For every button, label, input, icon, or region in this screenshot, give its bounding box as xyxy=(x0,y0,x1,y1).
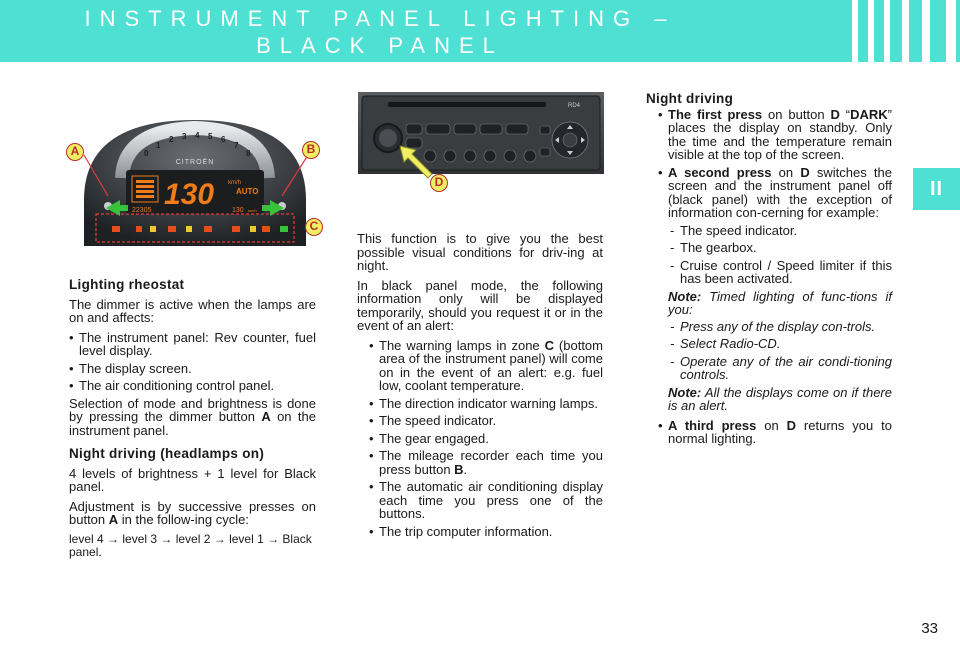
list-item: • The gear engaged. xyxy=(369,432,603,446)
svg-text:7: 7 xyxy=(234,141,239,150)
header-stripes xyxy=(850,0,960,62)
exception-list xyxy=(668,224,892,286)
list-item: • The display screen. xyxy=(69,362,316,376)
brand-logo: CITROËN xyxy=(175,159,215,166)
svg-text:6: 6 xyxy=(221,135,226,144)
list-item: • The warning lamps in zone C (bottom area of the instrument panel) will come on in the event of an alert: e.g. fuel low, coolant temperature. xyxy=(369,339,603,393)
lcd-speed-unit: km/h xyxy=(228,180,242,186)
list-item: • The first press on button D “DARK” places the display on standby. Only the time and the temperature remain visible at the top of the screen. xyxy=(658,108,892,162)
list-item: • The automatic air conditioning display each time you press one of the buttons. xyxy=(369,480,603,521)
black-panel-intro: In black panel mode, the following information only will be displayed temporarily, should you request it or in the event of an alert: xyxy=(357,277,603,333)
callout-d: D xyxy=(430,174,448,192)
note-timed-lighting: Note: Timed lighting of func-tions if you: xyxy=(668,288,892,317)
svg-text:5: 5 xyxy=(208,132,213,141)
column-left xyxy=(69,278,316,566)
list-item: • A third press on D returns you to normal lighting. xyxy=(658,419,892,446)
list-item: - The speed indicator. xyxy=(670,224,892,238)
level-cycle: level 4 → level 3 → level 2 → level 1 → Black panel. xyxy=(69,531,312,559)
svg-text:0: 0 xyxy=(144,149,149,158)
list-item: - Cruise control / Speed limiter if this has been activated. xyxy=(670,259,892,286)
brightness-levels: 4 levels of brightness + 1 level for Black panel. xyxy=(69,465,316,494)
list-item: • The direction indicator warning lamps. xyxy=(369,397,603,411)
rheostat-intro: The dimmer is active when the lamps are on and affects: xyxy=(69,296,316,325)
lcd-mode: AUTO xyxy=(236,187,259,196)
svg-text:4: 4 xyxy=(195,131,200,140)
selection-paragraph: Selection of mode and brightness is done by pressing the dimmer button A on the instrument panel. xyxy=(69,395,316,438)
list-item: - Operate any of the air condi-tioning controls. xyxy=(670,355,892,382)
heading-night-driving-headlamps: Night driving (headlamps on) xyxy=(69,446,265,461)
callout-b: B xyxy=(302,141,320,159)
column-right xyxy=(646,92,892,450)
section-tab: II xyxy=(913,168,960,210)
page-number: 33 xyxy=(921,620,938,637)
black-panel-list xyxy=(357,339,603,539)
rheostat-list xyxy=(69,331,316,393)
night-driving-list xyxy=(646,108,892,446)
adjustment-paragraph: Adjustment is by successive presses on button A in the follow-ing cycle: xyxy=(69,498,316,527)
note-alert: Note: All the displays come on if there is an alert. xyxy=(668,384,892,413)
list-item: • The instrument panel: Rev counter, fuel level display. xyxy=(69,331,316,358)
page-title-line1: INSTRUMENT PANEL LIGHTING – xyxy=(84,6,676,31)
svg-text:3: 3 xyxy=(182,132,187,141)
list-item: - Select Radio-CD. xyxy=(670,337,892,351)
page-header xyxy=(0,0,960,62)
list-item: • The trip computer information. xyxy=(369,525,603,539)
lcd-odometer: 22305 xyxy=(132,207,152,214)
callout-c: C xyxy=(305,218,323,236)
lcd-limit-unit: km/h xyxy=(248,208,257,213)
list-item: • The speed indicator. xyxy=(369,414,603,428)
svg-text:8: 8 xyxy=(246,149,251,158)
page-title-line2: BLACK PANEL xyxy=(256,33,504,58)
radio-model: RD4 xyxy=(568,103,581,109)
instrument-panel-figure xyxy=(64,108,326,250)
timed-lighting-list xyxy=(668,320,892,382)
function-intro: This function is to give you the best possible visual conditions for driv-ing at night. xyxy=(357,231,603,273)
svg-text:1: 1 xyxy=(156,141,161,150)
callout-a: A xyxy=(66,143,84,161)
list-item: • The mileage recorder each time you press button B. xyxy=(369,449,603,476)
lcd-speed: 130 xyxy=(164,178,215,211)
lcd-limit: 130 xyxy=(232,207,244,214)
list-item: • The air conditioning control panel. xyxy=(69,379,316,393)
svg-text:2: 2 xyxy=(169,135,174,144)
radio-figure xyxy=(358,92,604,174)
column-middle xyxy=(357,232,603,542)
list-item: • A second press on D switches the screen and the instrument panel off (black panel) with the exception of information con-cerning for example: - The speed indicator. - The gearbox. - Cruise control / Speed limiter if this has been activated. Note: Timed lighting of func-tions if you: - Press any of the display con-trols. - Select Radio-CD. - Operate any of the air condi-tioning controls. Note: All the displays come on if there is an alert. xyxy=(658,166,892,413)
heading-night-driving: Night driving xyxy=(646,91,734,106)
list-item: - The gearbox. xyxy=(670,241,892,255)
list-item: - Press any of the display con-trols. xyxy=(670,320,892,334)
heading-lighting-rheostat: Lighting rheostat xyxy=(69,277,185,292)
